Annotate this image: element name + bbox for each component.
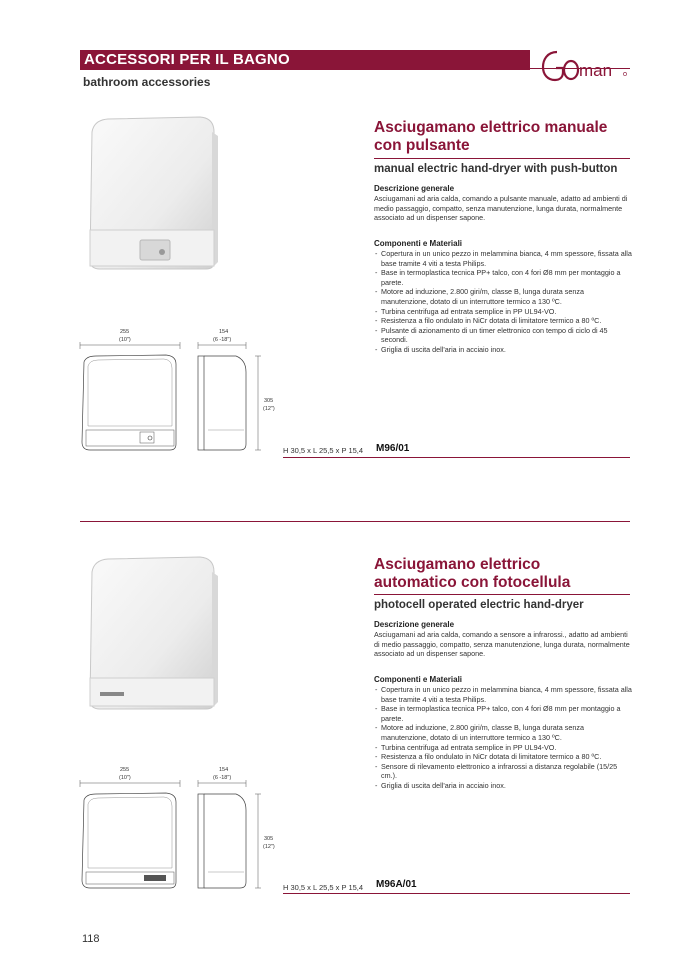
dim-depth-label: 154 — [219, 329, 229, 335]
dim-width-inch-label: (10") — [119, 337, 131, 343]
components-list — [374, 685, 632, 791]
dim-depth-label: 154 — [219, 767, 229, 773]
product-title-line: automatico con fotocellula — [374, 574, 571, 591]
dim-width-inch-label: (10") — [119, 775, 131, 781]
product-title-en: photocell operated electric hand-dryer — [374, 599, 584, 611]
dim-width-label: 255 — [120, 329, 130, 335]
list-item: - Motore ad induzione, 2.800 giri/m, classe B, lunga durata senza manutenzione, dotato di un interruttore termico a 130 ºC. — [374, 723, 632, 742]
product-title-it — [374, 556, 634, 592]
list-item: - Turbina centrifuga ad entrata semplice in PP UL94-VO. — [374, 743, 632, 753]
product-dimensions: H 30,5 x L 25,5 x P 15,4 — [283, 883, 364, 892]
product-dimensions: H 30,5 x L 25,5 x P 15,4 — [283, 446, 364, 455]
technical-drawing — [76, 326, 282, 466]
product-title-it — [374, 119, 634, 155]
description-heading: Descrizione generale — [374, 620, 455, 629]
page-number: 118 — [82, 933, 100, 945]
description-heading: Descrizione generale — [374, 184, 455, 193]
list-item: - Pulsante di azionamento di un timer elettronico con tempo di ciclo di 45 secondi. — [374, 326, 632, 345]
list-item: - Motore ad induzione, 2.800 giri/m, classe B, lunga durata senza manutenzione, dotato di un interruttore termico a 130 ºC. — [374, 287, 632, 306]
section-separator — [80, 521, 630, 522]
technical-drawing — [76, 764, 282, 904]
list-item: - Base in termoplastica tecnica PP+ talco, con 4 fori Ø8 mm per montaggio a parete. — [374, 704, 632, 723]
list-item: - Resistenza a filo ondulato in NiCr dotata di limitatore termico a 80 ºC. — [374, 752, 632, 762]
product-photo — [82, 112, 222, 272]
product-title-line: Asciugamano elettrico manuale — [374, 119, 608, 136]
product-code: M96A/01 — [376, 879, 417, 890]
product-photo — [82, 552, 222, 712]
title-divider — [374, 594, 630, 595]
section-subtitle: bathroom accessories — [83, 75, 211, 89]
list-item: - Base in termoplastica tecnica PP+ talco, con 4 fori Ø8 mm per montaggio a parete. — [374, 268, 632, 287]
list-item: - Copertura in un unico pezzo in melammina bianca, 4 mm spessore, fissata alla base tramite 4 viti a testa Philips. — [374, 685, 632, 704]
dim-height-inch-label: (12") — [263, 406, 275, 412]
code-underline — [283, 457, 630, 458]
list-item: - Griglia di uscita dell'aria in acciaio inox. — [374, 345, 632, 355]
list-item: - Griglia di uscita dell'aria in acciaio inox. — [374, 781, 632, 791]
product-code: M96/01 — [376, 443, 410, 454]
list-item: - Turbina centrifuga ad entrata semplice in PP UL94-VO. — [374, 307, 632, 317]
product-title-line: Asciugamano elettrico — [374, 556, 541, 573]
dim-height-label: 305 — [264, 836, 274, 842]
list-item: - Sensore di rilevamento elettronico a infrarossi a distanza regolabile (15/25 cm.). — [374, 762, 632, 781]
product-title-en: manual electric hand-dryer with push-button — [374, 163, 618, 175]
components-heading: Componenti e Materiali — [374, 675, 463, 684]
list-item: - Resistenza a filo ondulato in NiCr dotata di limitatore termico a 80 ºC. — [374, 316, 632, 326]
dim-height-inch-label: (12") — [263, 844, 275, 850]
description-text: Asciugamani ad aria calda, comando a sensore a infrarossi., adatto ad ambienti di medio passaggio, compatto, senza manutenzione, lunga durata, normalmente associato ad un dispenser sapone. — [374, 630, 630, 659]
dim-depth-inch-label: (6 -18") — [213, 337, 232, 343]
title-divider — [374, 158, 630, 159]
components-list — [374, 249, 632, 355]
code-underline — [283, 893, 630, 894]
section-title: ACCESSORI PER IL BAGNO — [84, 51, 290, 68]
components-heading: Componenti e Materiali — [374, 239, 463, 248]
dim-width-label: 255 — [120, 767, 130, 773]
dim-depth-inch-label: (6 -18") — [213, 775, 232, 781]
goman-logo — [541, 46, 631, 86]
svg-text:man: man — [579, 61, 613, 80]
dim-height-label: 305 — [264, 398, 274, 404]
product-title-line: con pulsante — [374, 137, 470, 154]
description-text: Asciugamani ad aria calda, comando a pulsante manuale, adatto ad ambienti di medio passaggio, compatto, senza manutenzione, lunga durata, normalmente associato ad un dispenser sapone. — [374, 194, 628, 223]
list-item: - Copertura in un unico pezzo in melammina bianca, 4 mm spessore, fissata alla base tramite 4 viti a testa Philips. — [374, 249, 632, 268]
